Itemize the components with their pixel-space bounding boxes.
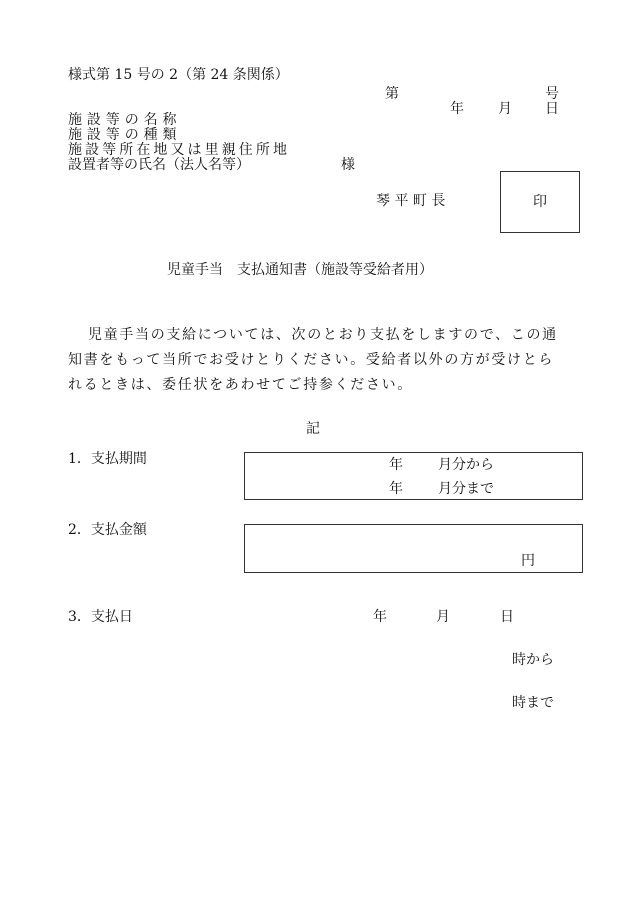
- body-line-2: 知書をもって当所でお受けとりください。受給者以外の方が受けとら: [68, 352, 555, 368]
- number-prefix: 第: [385, 86, 399, 102]
- seal-box: [500, 171, 580, 233]
- issuer-mayor: 琴 平 町 長: [376, 193, 446, 209]
- period-box: [244, 452, 583, 500]
- period-label: 1．支払期間: [68, 451, 147, 467]
- period-to-month: 月分まで: [438, 481, 494, 497]
- period-to-year: 年: [389, 481, 403, 497]
- founder-name-label: 設置者等の氏名（法人名等）: [68, 157, 250, 173]
- amount-label: 2．支払金額: [68, 522, 147, 538]
- amount-box: [244, 524, 583, 573]
- time-to: 時まで: [512, 695, 554, 711]
- period-from-year: 年: [389, 457, 403, 473]
- payment-date-day: 日: [500, 609, 514, 625]
- date-label: 3．支払日: [68, 609, 133, 625]
- number-suffix: 号: [545, 86, 559, 102]
- date-day: 日: [545, 101, 559, 117]
- body-line-1: 児童手当の支給については、次のとおり支払をしますので、この通: [88, 327, 558, 343]
- facility-type-label: 施設等の種類: [68, 127, 182, 143]
- seal-label: 印: [533, 194, 547, 210]
- time-from: 時から: [512, 652, 554, 668]
- period-from-month: 月分から: [438, 457, 494, 473]
- honorific: 様: [341, 157, 355, 173]
- document-title: 児童手当 支払通知書（施設等受給者用）: [167, 262, 433, 278]
- facility-address-label: 施設等所在地又は里親住所地: [68, 142, 291, 158]
- body-line-3: れるときは、委任状をあわせてご持参ください。: [68, 377, 413, 393]
- facility-name-label: 施設等の名称: [68, 112, 182, 128]
- amount-unit: 円: [521, 553, 535, 569]
- ki-marker: 記: [306, 421, 320, 437]
- date-month: 月: [498, 101, 512, 117]
- date-year: 年: [450, 101, 464, 117]
- form-id: 様式第 15 号の 2（第 24 条関係）: [68, 67, 289, 83]
- payment-date-year: 年: [373, 609, 387, 625]
- payment-date-month: 月: [436, 609, 450, 625]
